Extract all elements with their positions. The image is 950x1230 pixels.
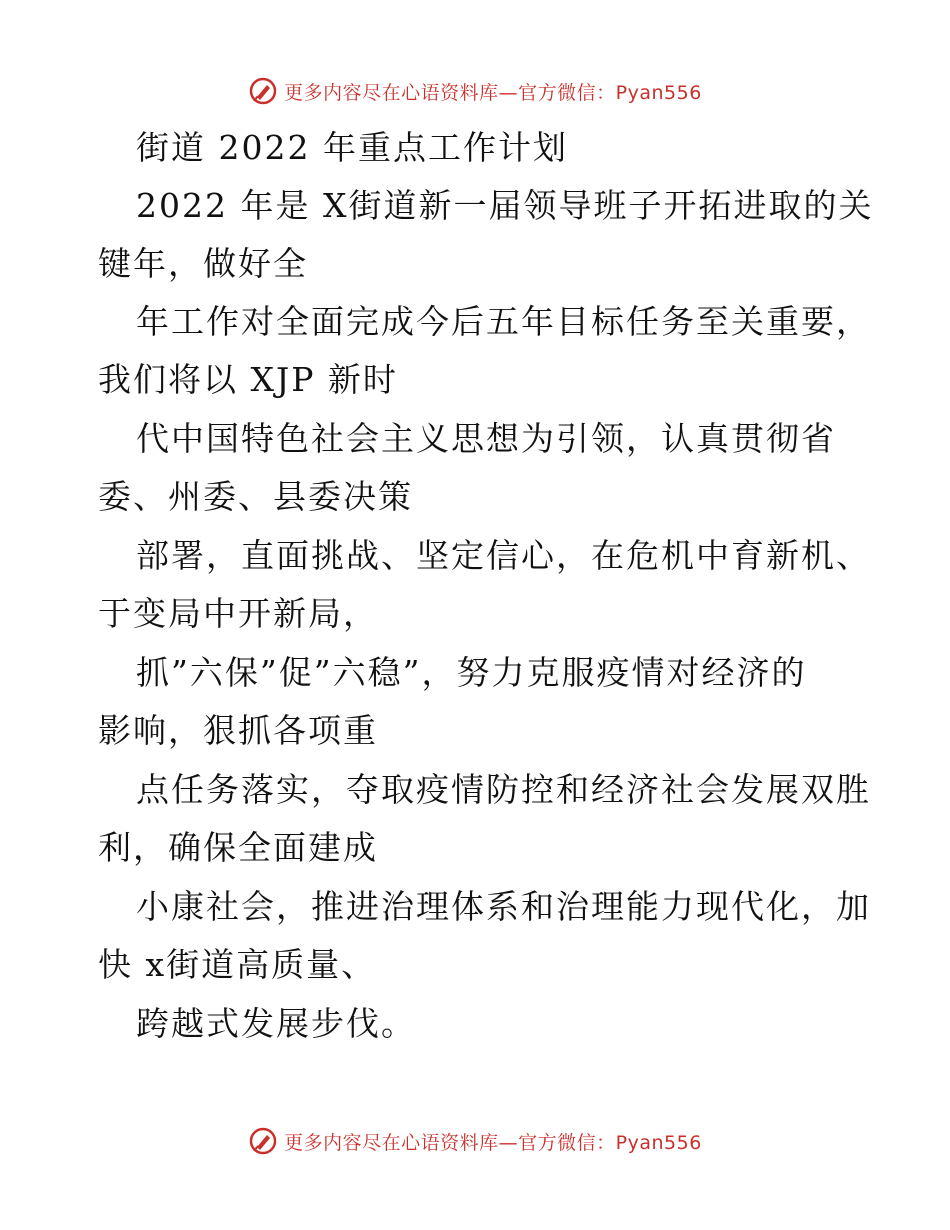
paragraph-line: 点任务落实，夺取疫情防控和经济社会发展双胜 — [136, 770, 871, 809]
paragraph-line: 键年，做好全 — [98, 244, 308, 283]
paragraph-line: 小康社会，推进治理体系和治理能力现代化，加 — [136, 887, 871, 926]
paragraph-line: 影响，狠抓各项重 — [98, 711, 378, 750]
document-title: 街道 2022 年重点工作计划 — [136, 128, 568, 167]
paragraph-line: 我们将以 XJP 新时 — [98, 360, 398, 399]
paragraph-line: 代中国特色社会主义思想为引领，认真贯彻省 — [136, 419, 836, 458]
pen-logo-icon — [248, 76, 278, 106]
watermark-text: 更多内容尽在心语资料库—官方微信：Pyan556 — [284, 1131, 702, 1154]
pen-logo-icon — [248, 1126, 278, 1156]
paragraph-line: 跨越式发展步伐。 — [136, 1004, 416, 1043]
paragraph-line: 抓”六保”促”六稳”，努力克服疫情对经济的 — [136, 653, 807, 692]
paragraph-line: 利，确保全面建成 — [98, 828, 378, 867]
paragraph-line: 2022 年是 X街道新一届领导班子开拓进取的关 — [136, 186, 874, 225]
paragraph-line: 委、州委、县委决策 — [98, 477, 413, 516]
header-watermark — [0, 76, 950, 106]
paragraph-line: 年工作对全面完成今后五年目标任务至关重要， — [136, 302, 871, 341]
paragraph-line: 部署，直面挑战、坚定信心，在危机中育新机、 — [136, 536, 871, 575]
paragraph-line: 快 x街道高质量、 — [98, 945, 377, 984]
watermark-text: 更多内容尽在心语资料库—官方微信：Pyan556 — [284, 81, 702, 104]
paragraph-line: 于变局中开新局， — [98, 594, 378, 633]
footer-watermark — [0, 1126, 950, 1156]
